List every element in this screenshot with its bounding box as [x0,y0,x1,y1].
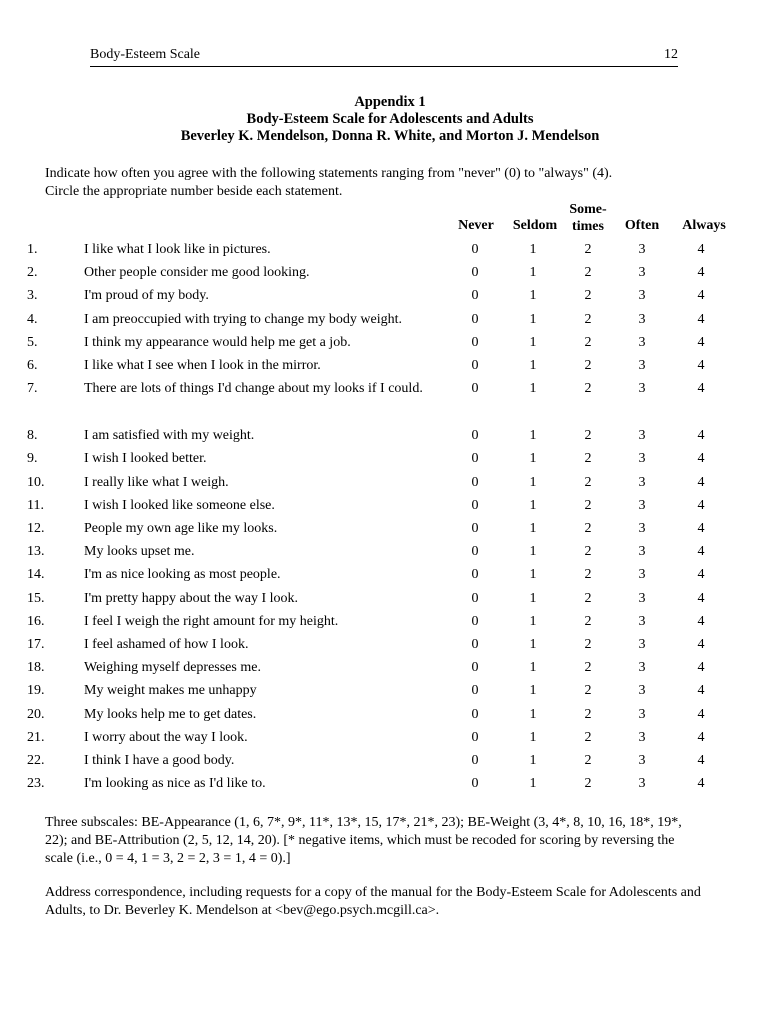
rating-option[interactable]: 2 [584,474,592,490]
rating-option[interactable]: 3 [638,567,646,583]
item-number: 22. [27,753,45,768]
rating-option[interactable]: 1 [529,753,537,768]
rating-option[interactable]: 0 [471,660,479,676]
running-title: Body-Esteem Scale [90,47,201,62]
item-number: 17. [27,637,45,652]
item-statement: I like what I look like in pictures. [84,242,271,257]
rating-option[interactable]: 4 [697,521,705,536]
rating-option[interactable]: 3 [638,683,646,699]
rating-option[interactable]: 3 [638,613,646,629]
item-number: 2. [27,265,38,281]
rating-option[interactable]: 1 [529,242,537,257]
item-statement: I am satisfied with my weight. [84,428,255,444]
rating-option[interactable]: 1 [529,381,537,397]
rating-option[interactable]: 1 [529,660,537,676]
rating-option[interactable]: 4 [697,706,705,722]
running-header [90,46,678,67]
item-statement: I'm pretty happy about the way I look. [84,590,299,606]
rating-option[interactable]: 2 [584,753,592,768]
rating-option[interactable]: 1 [529,265,537,281]
item-statement: I'm as nice looking as most people. [84,567,281,583]
instructions-line-1: Indicate how often you agree with the following statements ranging from "never" (0) to "always" (4). [45,166,613,181]
rating-option[interactable]: 0 [471,567,479,583]
rating-option[interactable]: 0 [471,381,479,397]
rating-option[interactable]: 1 [529,358,537,373]
rating-option[interactable]: 2 [584,776,592,792]
rating-option[interactable]: 1 [529,311,537,327]
item-statement: I wish I looked better. [84,451,207,467]
rating-option[interactable]: 4 [697,288,705,304]
column-header-seldom: Seldom [512,218,558,233]
rating-option[interactable]: 1 [529,729,537,745]
item-number: 11. [27,497,44,513]
rating-option[interactable]: 0 [471,729,479,745]
address-note: Address correspondence, including requests for a copy of the manual for the Body-Esteem Scale for Adolescents and Adults, to Dr. Beverley K. Mendelson at <bev@ego.psych.mcgill.ca>. [45,885,701,918]
rating-option[interactable]: 0 [471,544,479,560]
rating-option[interactable]: 3 [638,358,646,373]
rating-option[interactable]: 4 [697,242,705,257]
rating-option[interactable]: 1 [529,590,537,606]
rating-option[interactable]: 4 [697,753,705,768]
rating-option[interactable]: 4 [697,311,705,327]
rating-option[interactable]: 0 [471,683,479,699]
rating-option[interactable]: 2 [584,521,592,536]
rating-option[interactable]: 2 [584,706,592,722]
rating-option[interactable]: 2 [584,637,592,652]
item-number: 7. [27,381,38,397]
rating-option[interactable]: 1 [529,683,537,699]
rating-option[interactable]: 4 [697,660,705,676]
rating-option[interactable]: 0 [471,753,479,768]
rating-option[interactable]: 2 [584,265,592,281]
item-statement: I think I have a good body. [84,753,235,768]
rating-option[interactable]: 2 [584,729,592,745]
item-number: 5. [27,334,38,350]
item-statement: I think my appearance would help me get a job. [84,334,351,350]
item-statement: I'm proud of my body. [84,288,209,304]
item-statement: My looks upset me. [84,544,195,560]
rating-option[interactable]: 4 [697,683,705,699]
rating-option[interactable]: 0 [471,265,479,281]
rating-option[interactable]: 0 [471,451,479,467]
item-number: 21. [27,729,45,745]
rating-option[interactable]: 0 [471,497,479,513]
rating-option[interactable]: 2 [584,660,592,676]
rating-option[interactable]: 0 [471,706,479,722]
appendix-title: Appendix 1 [354,94,426,110]
rating-option[interactable]: 4 [697,613,705,629]
item-number: 15. [27,590,45,606]
rating-option[interactable]: 3 [638,660,646,676]
rating-option[interactable]: 2 [584,613,592,629]
rating-option[interactable]: 2 [584,683,592,699]
item-number: 13. [27,544,45,560]
rating-option[interactable]: 3 [638,288,646,304]
rating-option[interactable]: 3 [638,497,646,513]
rating-option[interactable]: 0 [471,242,479,257]
rating-option[interactable]: 2 [584,381,592,397]
rating-option[interactable]: 1 [529,521,537,536]
item-number: 3. [27,288,38,304]
rating-option[interactable]: 3 [638,706,646,722]
rating-option[interactable]: 4 [697,637,705,652]
rating-option[interactable]: 0 [471,637,479,652]
rating-option[interactable]: 1 [529,613,537,629]
column-header-never: Never [458,218,494,233]
rating-option[interactable]: 2 [584,451,592,467]
rating-option[interactable]: 2 [584,288,592,304]
rating-option[interactable]: 4 [697,474,705,490]
item-statement: I worry about the way I look. [84,729,248,745]
rating-option[interactable]: 1 [529,451,537,467]
item-number: 9. [27,451,38,467]
rating-option[interactable]: 1 [529,776,537,792]
rating-option[interactable]: 0 [471,776,479,792]
rating-option[interactable]: 3 [638,729,646,745]
rating-option[interactable]: 1 [529,497,537,513]
rating-option[interactable]: 0 [471,474,479,490]
rating-option[interactable]: 4 [697,451,705,467]
item-statement: Other people consider me good looking. [84,265,310,281]
item-number: 20. [27,706,45,722]
subscales-note: Three subscales: BE-Appearance (1, 6, 7*, 9*, 11*, 13*, 15, 17*, 21*, 23); BE-Weight (3, 4*, 8, 10, 16, 18*, 19*, 22); and BE-Attribution (2, 5, 12, 14, 20). [* negative items, which must be recoded for scoring by reversing the scale (i.e., 0 = 4, 1 = 3, 2 = 2, 3 = 1, 4 = 0).] [45,815,682,866]
page-number: 12 [664,47,678,62]
item-number: 23. [27,776,45,792]
title-block [0,94,768,145]
item-statement: I feel ashamed of how I look. [84,637,249,652]
rating-option[interactable]: 2 [584,358,592,373]
item-statement: My looks help me to get dates. [84,706,257,722]
rating-option[interactable]: 0 [471,288,479,304]
rating-option[interactable]: 1 [529,637,537,652]
rating-option[interactable]: 3 [638,544,646,560]
rating-option[interactable]: 3 [638,242,646,257]
rating-option[interactable]: 1 [529,567,537,583]
item-number: 4. [27,311,38,327]
item-statement: I wish I looked like someone else. [84,497,275,513]
rating-option[interactable]: 0 [471,521,479,536]
rating-option[interactable]: 4 [697,567,705,583]
rating-option[interactable]: 2 [584,242,592,257]
rating-option[interactable]: 2 [584,428,592,444]
rating-option[interactable]: 1 [529,544,537,560]
item-statement: My weight makes me unhappy [84,683,257,699]
rating-option[interactable]: 2 [584,497,592,513]
rating-option[interactable]: 3 [638,265,646,281]
rating-option[interactable]: 4 [697,497,705,513]
rating-option[interactable]: 4 [697,428,705,444]
column-header-always: Always [682,218,726,233]
item-statement: I am preoccupied with trying to change my body weight. [84,311,403,327]
rating-option[interactable]: 4 [697,590,705,606]
column-header-sometimes [565,201,611,235]
instructions [45,165,725,201]
item-statement: I feel I weigh the right amount for my height. [84,613,339,629]
rating-option[interactable]: 0 [471,590,479,606]
item-statement: I like what I see when I look in the mirror. [84,358,321,373]
item-number: 16. [27,613,45,629]
rating-option[interactable]: 0 [471,613,479,629]
item-number: 6. [27,358,38,373]
instructions-line-2: Circle the appropriate number beside each statement. [45,184,343,199]
item-statement: Weighing myself depresses me. [84,660,261,676]
rating-option[interactable]: 3 [638,311,646,327]
rating-option[interactable]: 1 [529,428,537,444]
item-number: 10. [27,474,45,490]
column-header-often: Often [624,218,660,233]
rating-option[interactable]: 0 [471,311,479,327]
rating-option[interactable]: 1 [529,334,537,350]
rating-option[interactable]: 3 [638,451,646,467]
rating-option[interactable]: 4 [697,334,705,350]
scale-title: Body-Esteem Scale for Adolescents and Adults [246,111,534,127]
column-header-sometimes-line-2: times [572,219,604,234]
rating-option[interactable]: 1 [529,706,537,722]
rating-option[interactable]: 3 [638,474,646,490]
authors: Beverley K. Mendelson, Donna R. White, and Morton J. Mendelson [180,128,600,144]
item-number: 18. [27,660,45,676]
rating-option[interactable]: 4 [697,776,705,792]
rating-option[interactable]: 4 [697,729,705,745]
rating-option[interactable]: 3 [638,590,646,606]
rating-option[interactable]: 1 [529,474,537,490]
item-statement: There are lots of things I'd change about my looks if I could. [84,381,423,397]
item-number: 14. [27,567,45,583]
rating-option[interactable]: 0 [471,428,479,444]
rating-option[interactable]: 4 [697,265,705,281]
item-number: 8. [27,428,38,444]
rating-option[interactable]: 2 [584,567,592,583]
item-statement: I'm looking as nice as I'd like to. [84,776,266,792]
item-statement: I really like what I weigh. [84,474,229,490]
rating-option[interactable]: 3 [638,521,646,536]
item-number: 19. [27,683,45,699]
rating-option[interactable]: 2 [584,544,592,560]
rating-option[interactable]: 1 [529,288,537,304]
item-number: 12. [27,521,45,536]
column-header-sometimes-line-1: Some- [569,202,607,217]
rating-option[interactable]: 2 [584,311,592,327]
rating-option[interactable]: 3 [638,776,646,792]
item-statement: People my own age like my looks. [84,521,278,536]
rating-option[interactable]: 0 [471,334,479,350]
rating-option[interactable]: 4 [697,358,705,373]
rating-option[interactable]: 3 [638,381,646,397]
item-number: 1. [27,242,38,257]
rating-option[interactable]: 4 [697,544,705,560]
rating-option[interactable]: 3 [638,334,646,350]
rating-option[interactable]: 3 [638,753,646,768]
rating-option[interactable]: 0 [471,358,479,373]
rating-option[interactable]: 4 [697,381,705,397]
rating-option[interactable]: 2 [584,590,592,606]
rating-option[interactable]: 3 [638,637,646,652]
rating-option[interactable]: 3 [638,428,646,444]
rating-option[interactable]: 2 [584,334,592,350]
